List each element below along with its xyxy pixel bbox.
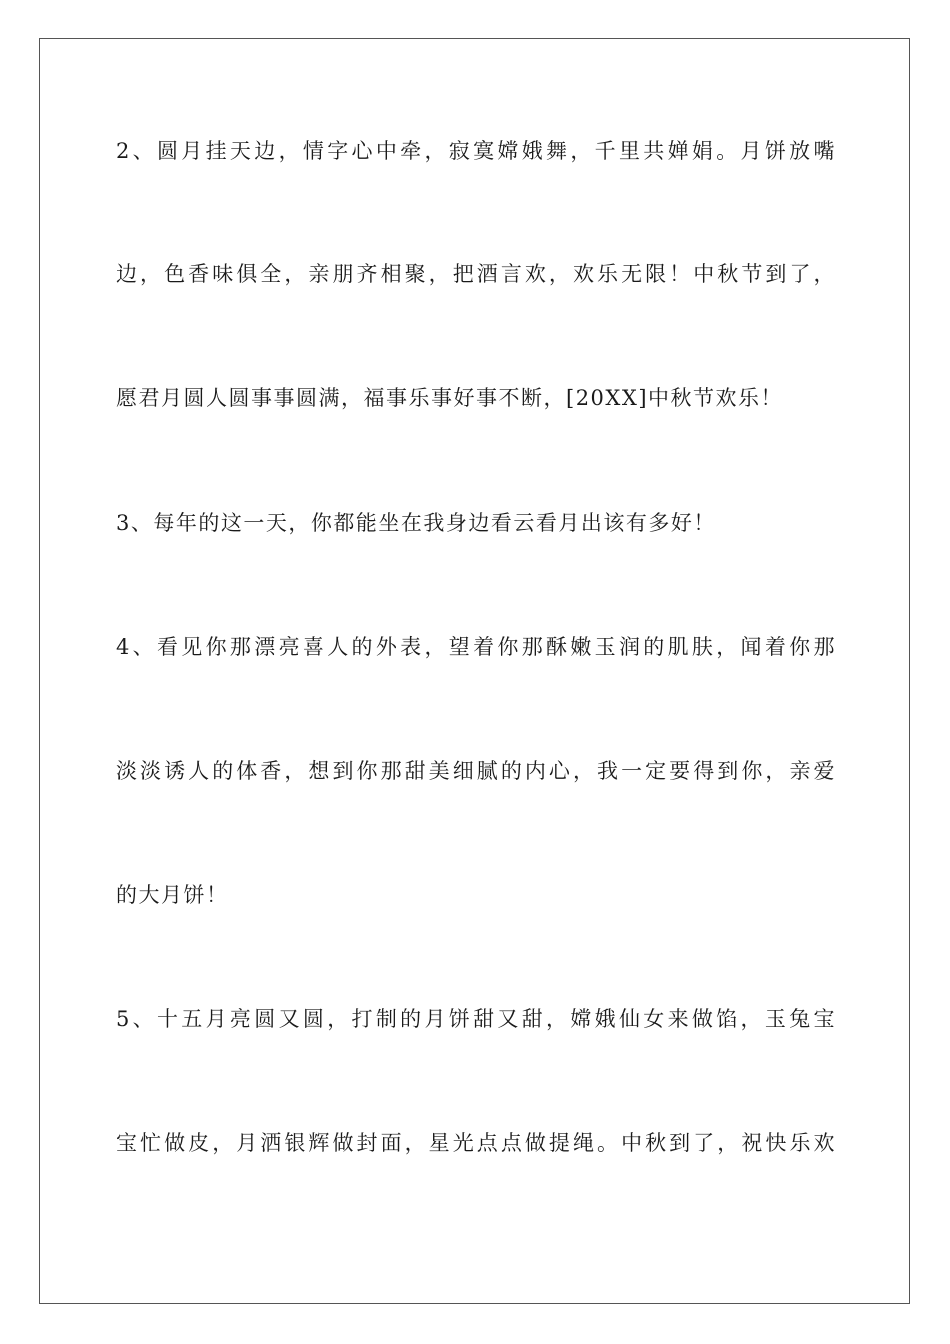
paragraph-4-line-3: 的大月饼！: [116, 883, 229, 907]
paragraph-2-line-1: 2、圆月挂天边，情字心中牵，寂寞嫦娥舞，千里共婵娟。月饼放嘴: [116, 139, 836, 163]
paragraph-5-line-1: 5、十五月亮圆又圆，打制的月饼甜又甜，嫦娥仙女来做馅，玉兔宝: [116, 1007, 836, 1031]
paragraph-4-line-2: 淡淡诱人的体香，想到你那甜美细腻的内心，我一定要得到你，亲爱: [116, 759, 836, 783]
paragraph-5-line-2: 宝忙做皮，月洒银辉做封面，星光点点做提绳。中秋到了，祝快乐欢: [116, 1131, 836, 1155]
paragraph-4-line-1: 4、看见你那漂亮喜人的外表，望着你那酥嫩玉润的肌肤，闻着你那: [116, 635, 836, 659]
paragraph-3-line-1: 3、每年的这一天，你都能坐在我身边看云看月出该有多好！: [116, 511, 716, 535]
paragraph-2-line-3: 愿君月圆人圆事事圆满，福事乐事好事不断，[20XX]中秋节欢乐！: [116, 386, 784, 410]
page-frame: [39, 38, 910, 1304]
paragraph-2-line-2: 边，色香味俱全，亲朋齐相聚，把酒言欢，欢乐无限！中秋节到了，: [116, 262, 836, 286]
